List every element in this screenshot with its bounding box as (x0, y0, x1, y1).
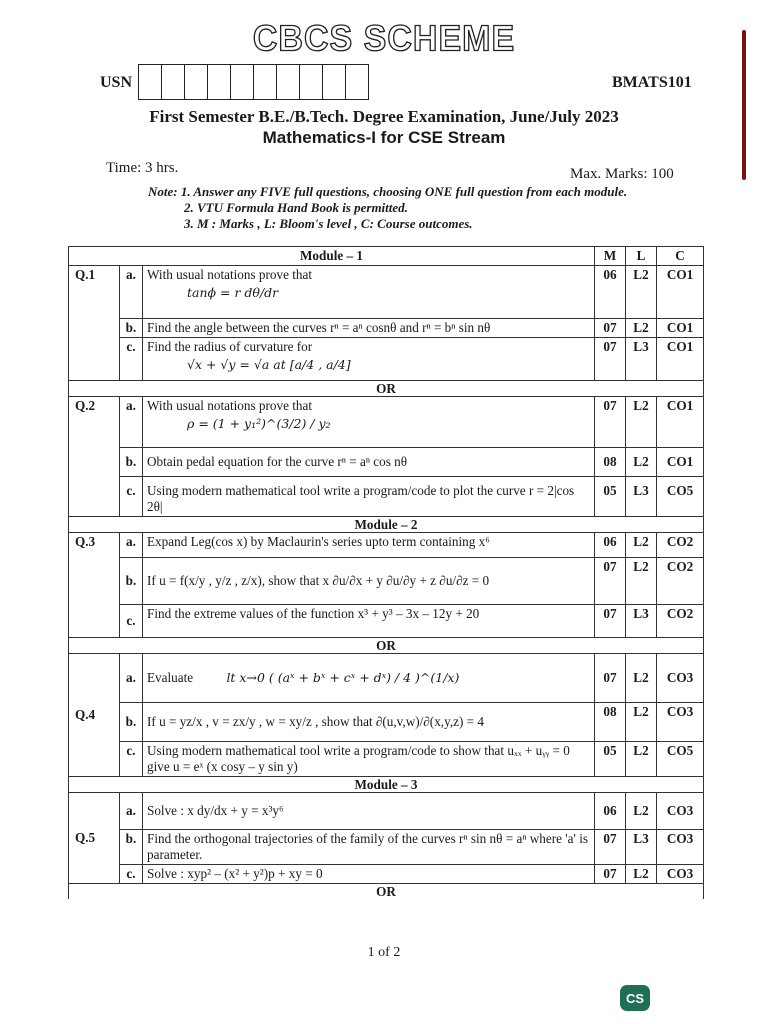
usn-box (254, 65, 277, 99)
part-label: a. (120, 397, 143, 448)
marks: 05 (595, 477, 626, 517)
part-label: c. (120, 742, 143, 777)
question-text: Find the extreme values of the function x³ + y³ – 3x – 12y + 20 (143, 605, 595, 638)
usn-box (185, 65, 208, 99)
note-1: Note: 1. Answer any FIVE full questions, choosing ONE full question from each module. (148, 184, 628, 199)
bloom-level: L3 (626, 605, 657, 638)
course-outcome: CO3 (657, 793, 704, 830)
bloom-level: L2 (626, 793, 657, 830)
part-label: a. (120, 266, 143, 319)
marks: 07 (595, 654, 626, 703)
usn-box (346, 65, 368, 99)
course-outcome: CO3 (657, 703, 704, 742)
bloom-level: L2 (626, 742, 657, 777)
course-outcome: CO3 (657, 865, 704, 884)
or-label: OR (69, 884, 704, 900)
course-outcome: CO1 (657, 319, 704, 338)
or-separator (69, 638, 704, 654)
bloom-level: L2 (626, 703, 657, 742)
question-text (143, 338, 595, 381)
level-header: L (626, 247, 657, 266)
part-label: c. (120, 477, 143, 517)
formula: ρ = (1 + y₁²)^(3/2) / y₂ (187, 416, 331, 431)
or-label: OR (69, 638, 704, 654)
marks: 08 (595, 703, 626, 742)
part-label: a. (120, 533, 143, 558)
question-number: Q.3 (69, 533, 120, 638)
module-2-separator (69, 517, 704, 533)
marks: 08 (595, 448, 626, 477)
course-outcome: CO1 (657, 338, 704, 381)
question-text: Find the orthogonal trajectories of the family of the curves rⁿ sin nθ = aⁿ where 'a' is parameter. (143, 830, 595, 865)
bloom-level: L2 (626, 533, 657, 558)
part-label: b. (120, 319, 143, 338)
usn-box (300, 65, 323, 99)
bloom-level: L3 (626, 477, 657, 517)
usn-label: USN (100, 74, 133, 91)
usn-box (323, 65, 346, 99)
table-row (69, 793, 704, 830)
module-3-separator (69, 777, 704, 793)
part-label: b. (120, 703, 143, 742)
exam-title: First Semester B.E./B.Tech. Degree Examination, June/July 2023 (149, 107, 619, 126)
table-row (69, 319, 704, 338)
table-row (69, 266, 704, 319)
table-row (69, 654, 704, 703)
bloom-level: L2 (626, 558, 657, 605)
module-2-heading: Module – 2 (69, 517, 704, 533)
marks: 07 (595, 865, 626, 884)
marks: 07 (595, 397, 626, 448)
question-text-line: With usual notations prove that (147, 267, 313, 282)
bloom-level: L2 (626, 397, 657, 448)
max-marks: Max. Marks: 100 (570, 166, 674, 182)
usn-box (162, 65, 185, 99)
scheme-title: CBCS SCHEME (252, 19, 516, 59)
marks: 07 (595, 319, 626, 338)
part-label: c. (120, 865, 143, 884)
question-text-line: With usual notations prove that (147, 398, 313, 413)
marks: 07 (595, 338, 626, 381)
question-text: Expand Leg(cos x) by Maclaurin's series upto term containing x⁶ (143, 533, 595, 558)
question-text: If u = yz/x , v = zx/y , w = xy/z , show that ∂(u,v,w)/∂(x,y,z) = 4 (143, 703, 595, 742)
course-outcome: CO1 (657, 397, 704, 448)
course-outcome: CO3 (657, 830, 704, 865)
note-2: 2. VTU Formula Hand Book is permitted. (184, 200, 408, 215)
question-text: If u = f(x/y , y/z , z/x), show that x ∂u/∂x + y ∂u/∂y + z ∂u/∂z = 0 (143, 558, 595, 605)
course-outcome: CO2 (657, 605, 704, 638)
table-row (69, 558, 704, 605)
question-text: Solve : x dy/dx + y = x³y⁶ (143, 793, 595, 830)
table-header-row (69, 247, 704, 266)
question-number: Q.1 (69, 266, 120, 381)
question-text (143, 654, 595, 703)
part-label: b. (120, 448, 143, 477)
marks: 07 (595, 830, 626, 865)
bloom-level: L2 (626, 448, 657, 477)
formula: √x + √y = √a at [a/4 , a/4] (187, 357, 351, 372)
outcome-header: C (657, 247, 704, 266)
marks-header: M (595, 247, 626, 266)
marks: 07 (595, 558, 626, 605)
bloom-level: L2 (626, 865, 657, 884)
table-row (69, 397, 704, 448)
course-outcome: CO2 (657, 533, 704, 558)
table-row (69, 703, 704, 742)
marks: 06 (595, 533, 626, 558)
marks: 06 (595, 266, 626, 319)
module-1-heading: Module – 1 (69, 247, 595, 266)
module-3-heading: Module – 3 (69, 777, 704, 793)
bloom-level: L3 (626, 830, 657, 865)
camscanner-badge: CS (620, 985, 650, 1011)
question-text (143, 397, 595, 448)
question-text: Find the angle between the curves rⁿ = aⁿ cosnθ and rⁿ = bⁿ sin nθ (143, 319, 595, 338)
question-number: Q.4 (69, 654, 120, 777)
question-text-line: Find the radius of curvature for (147, 339, 313, 354)
marks: 07 (595, 605, 626, 638)
page-number: 1 of 2 (367, 945, 401, 960)
question-text (143, 266, 595, 319)
time-allowed: Time: 3 hrs. (106, 160, 179, 176)
part-label: a. (120, 654, 143, 703)
or-separator (69, 381, 704, 397)
course-outcome: CO3 (657, 654, 704, 703)
bloom-level: L2 (626, 266, 657, 319)
table-row (69, 830, 704, 865)
subject-title: Mathematics-I for CSE Stream (262, 128, 506, 147)
table-row (69, 865, 704, 884)
usn-box (277, 65, 300, 99)
or-label: OR (69, 381, 704, 397)
part-label: b. (120, 558, 143, 605)
table-row (69, 533, 704, 558)
usn-box (208, 65, 231, 99)
question-text: Using modern mathematical tool write a program/code to plot the curve r = 2|cos 2θ| (143, 477, 595, 517)
formula: tanϕ = r dθ/dr (187, 285, 279, 300)
table-row (69, 448, 704, 477)
marks: 06 (595, 793, 626, 830)
question-number: Q.5 (69, 793, 120, 884)
part-label: c. (120, 338, 143, 381)
table-row (69, 742, 704, 777)
formula: lt x→0 ( (aˣ + bˣ + cˣ + dˣ) / 4 )^(1/x) (226, 670, 460, 685)
question-text: Obtain pedal equation for the curve rⁿ = aⁿ cos nθ (143, 448, 595, 477)
part-label: c. (120, 605, 143, 638)
instructions (148, 184, 627, 232)
bloom-level: L2 (626, 319, 657, 338)
paper-code: BMATS101 (612, 74, 692, 91)
marks: 05 (595, 742, 626, 777)
usn-box (231, 65, 254, 99)
part-label: b. (120, 830, 143, 865)
bloom-level: L2 (626, 654, 657, 703)
bloom-level: L3 (626, 338, 657, 381)
course-outcome: CO2 (657, 558, 704, 605)
course-outcome: CO5 (657, 742, 704, 777)
part-label: a. (120, 793, 143, 830)
course-outcome: CO1 (657, 448, 704, 477)
note-3: 3. M : Marks , L: Bloom's level , C: Course outcomes. (184, 216, 473, 231)
or-separator (69, 884, 704, 900)
question-text: Using modern mathematical tool write a program/code to show that uₓₓ + uᵧᵧ = 0 give u = eˣ (x cosy – y sin y) (143, 742, 595, 777)
question-text: Solve : xyp² – (x² + y²)p + xy = 0 (143, 865, 595, 884)
course-outcome: CO1 (657, 266, 704, 319)
usn-box (139, 65, 162, 99)
table-row (69, 338, 704, 381)
table-row (69, 477, 704, 517)
question-text-line: Evaluate (147, 670, 194, 685)
table-row (69, 605, 704, 638)
question-number: Q.2 (69, 397, 120, 517)
course-outcome: CO5 (657, 477, 704, 517)
question-table (68, 246, 704, 899)
usn-boxes (138, 64, 369, 100)
